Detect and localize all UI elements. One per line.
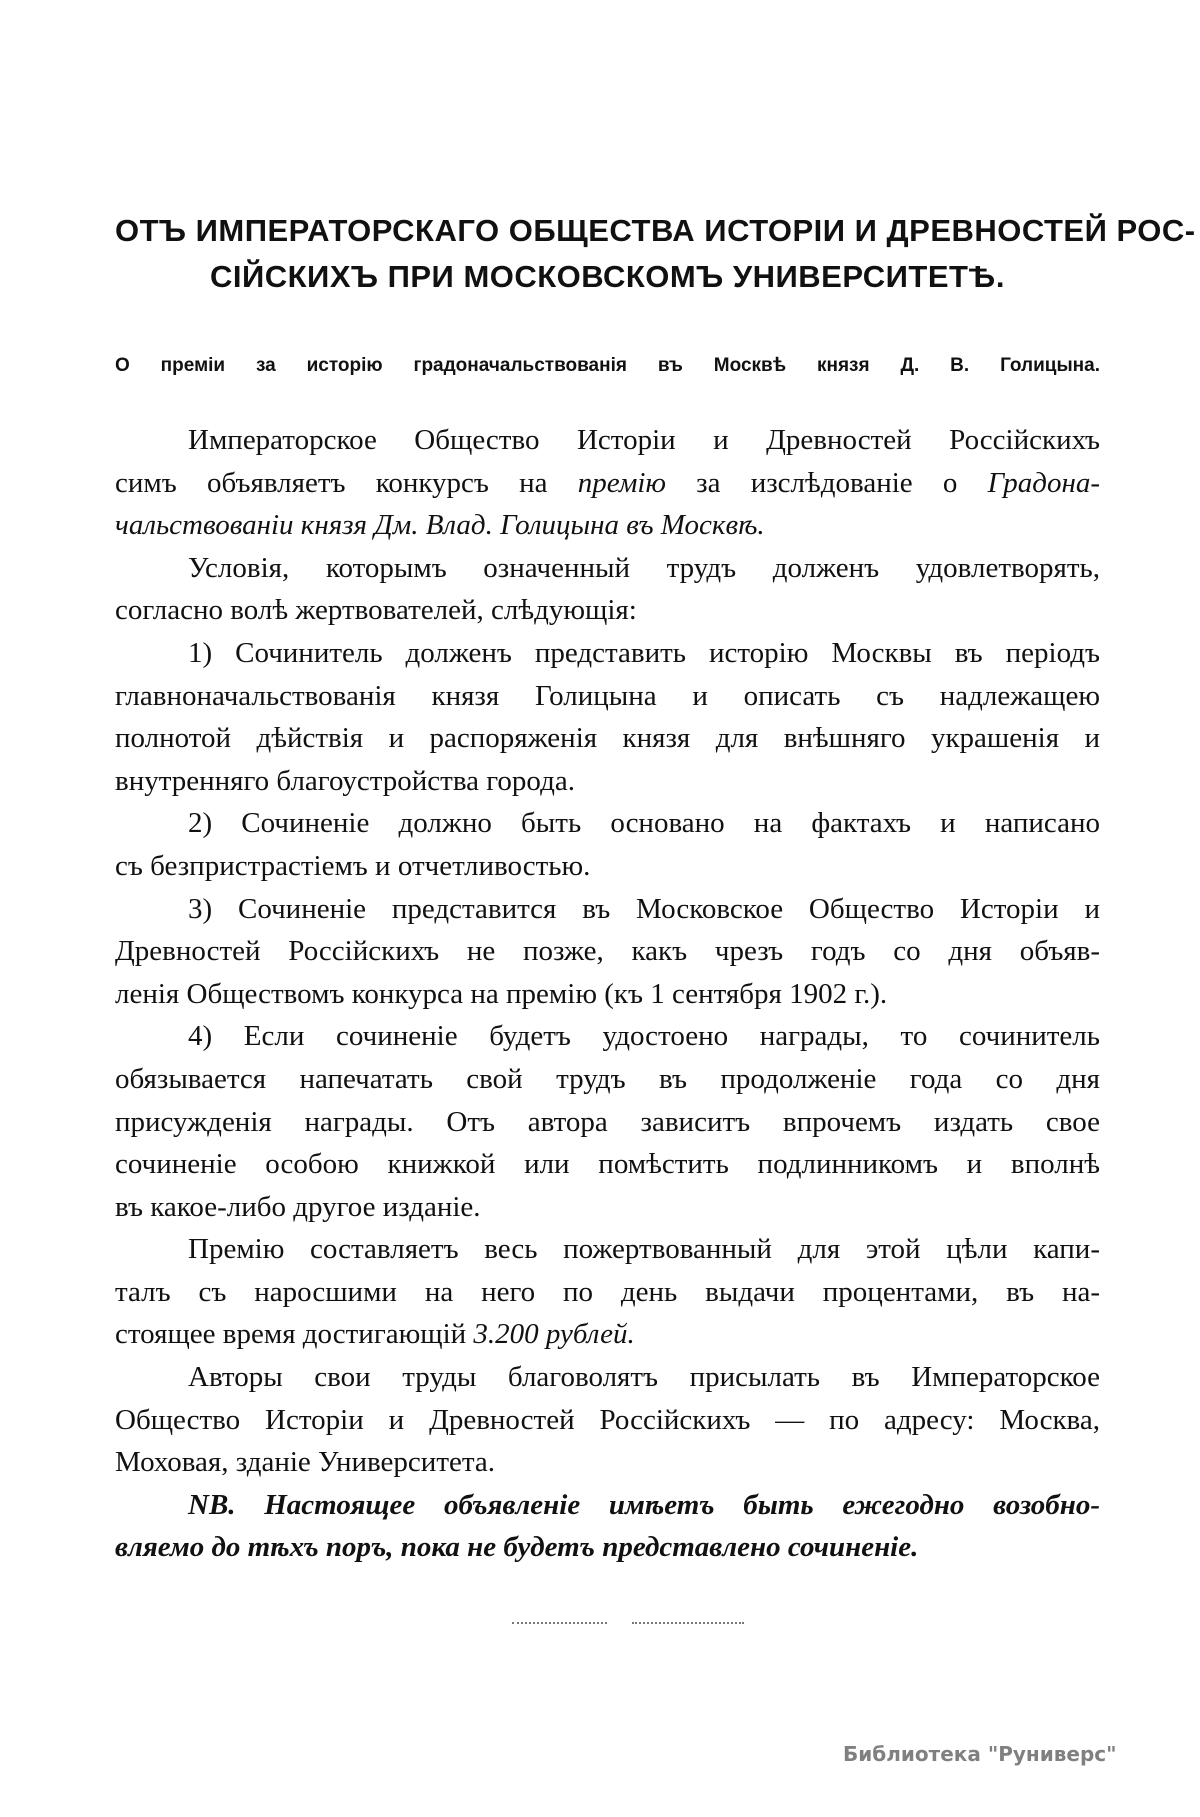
text-line: [115, 1399, 1100, 1442]
heading-line-1: ОТЪ ИМПЕРАТОРСКАГО ОБЩЕСТВА ИСТОРІИ И ДРЕВНОСТЕЙ РОС-: [115, 213, 1196, 248]
italic-text: Градона-: [987, 466, 1101, 499]
library-watermark: Библиотека "Руниверс": [843, 1742, 1117, 1766]
text-line: [115, 504, 1100, 547]
heading-line-2: СІЙСКИХЪ ПРИ МОСКОВСКОМЪ УНИВЕРСИТЕТѢ.: [209, 259, 1006, 294]
text-line: [115, 1228, 1100, 1271]
text-segment: Моховая, зданіе Университета.: [115, 1446, 496, 1479]
text-line: [115, 419, 1100, 462]
text-line: [115, 589, 1100, 632]
text-line: [115, 632, 1100, 675]
text-segment: 3) Сочиненіе представится въ Московское Общество Исторіи и: [188, 892, 1100, 925]
document-body: [115, 419, 1100, 1569]
text-line: [115, 760, 1100, 803]
paragraph: [115, 1356, 1100, 1484]
divider-dash: [512, 1622, 607, 1626]
text-segment: NB. Настоящее объявленіе имѣетъ быть ежегодно возобно-: [188, 1488, 1100, 1521]
paragraph: [115, 802, 1100, 887]
text-segment: 4) Если сочиненіе будетъ удостоено награды, то сочинитель: [188, 1020, 1100, 1053]
text-segment: присужденія награды. Отъ автора зависитъ впрочемъ издать свое: [115, 1105, 1100, 1138]
text-segment: ленія Обществомъ конкурса на премію (къ 1 сентября 1902 г.).: [115, 977, 888, 1010]
text-segment: сочиненіе особою книжкой или помѣстить подлинникомъ и вполнѣ: [115, 1148, 1100, 1181]
text-segment: Премію составляетъ весь пожертвованный для этой цѣли капи-: [188, 1233, 1100, 1266]
italic-text: премію: [577, 466, 666, 499]
text-segment: согласно волѣ жертвователей, слѣдующія:: [115, 594, 637, 627]
paragraph: [115, 419, 1100, 547]
text-line: [115, 845, 1100, 888]
text-line: [115, 1441, 1100, 1484]
paragraph: [115, 632, 1100, 802]
nota-bene-paragraph: [115, 1484, 1100, 1569]
paragraph: [115, 888, 1100, 1016]
text-line: [115, 802, 1100, 845]
text-line: [115, 930, 1100, 973]
text-segment: Условія, которымъ означенный трудъ долженъ удовлетворять,: [188, 551, 1100, 584]
end-ornament-divider: [512, 1622, 744, 1625]
text-line: [115, 1271, 1100, 1314]
text-line: [115, 717, 1100, 760]
text-line: [115, 1058, 1100, 1101]
italic-text: чальствованіи князя Дм. Влад. Голицына въ Москвѣ.: [115, 509, 765, 542]
text-line: [115, 1186, 1100, 1229]
text-segment: главноначальствованія князя Голицына и описать съ надлежащею: [115, 679, 1100, 712]
text-line: [115, 888, 1100, 931]
text-line: [115, 1526, 1100, 1569]
text-segment: обязывается напечатать свой трудъ въ продолженіе года со дня: [115, 1062, 1100, 1095]
text-line: [115, 1313, 1100, 1356]
text-segment: 2) Сочиненіе должно быть основано на фактахъ и написано: [188, 807, 1100, 840]
italic-text: 3.200 рублей.: [473, 1318, 635, 1351]
text-line: [115, 1356, 1100, 1399]
text-segment: полнотой дѣйствія и распоряженія князя для внѣшняго украшенія и: [115, 722, 1100, 755]
text-line: [115, 675, 1100, 718]
text-line: [115, 547, 1100, 590]
text-line: [115, 973, 1100, 1016]
text-segment: внутренняго благоустройства города.: [115, 764, 575, 797]
text-segment: Авторы свои труды благоволятъ присылать въ Императорское: [188, 1361, 1100, 1394]
paragraph: [115, 1015, 1100, 1228]
text-line: [115, 1101, 1100, 1144]
divider-dash: [632, 1622, 744, 1626]
document-subtitle: О преміи за исторію градоначальствованія въ Москвѣ князя Д. В. Голицына.: [115, 355, 1100, 376]
text-line: [115, 1484, 1100, 1527]
text-segment: Общество Исторіи и Древностей Россійскихъ — по адресу: Москва,: [115, 1403, 1100, 1436]
text-segment: вляемо до тѣхъ поръ, пока не будетъ представлено сочиненіе.: [115, 1531, 919, 1564]
text-segment: симъ объявляетъ конкурсъ на: [115, 466, 578, 499]
text-segment: стоящее время достигающій: [115, 1318, 474, 1351]
text-segment: за изслѣдованіе о: [665, 466, 988, 499]
text-segment: въ какое-либо другое изданіе.: [115, 1190, 481, 1223]
text-segment: талъ съ наросшими на него по день выдачи процентами, въ на-: [115, 1275, 1100, 1308]
document-heading: [115, 208, 1196, 300]
text-line: [115, 1143, 1100, 1186]
text-segment: Древностей Россійскихъ не позже, какъ чрезъ годъ со дня объяв-: [115, 935, 1100, 968]
text-segment: 1) Сочинитель долженъ представить исторію Москвы въ періодъ: [188, 636, 1100, 669]
text-segment: Императорское Общество Исторіи и Древностей Россійскихъ: [188, 424, 1100, 456]
text-segment: съ безпристрастіемъ и отчетливостью.: [115, 849, 591, 882]
paragraph: [115, 547, 1100, 632]
text-line: [115, 462, 1100, 505]
text-line: [115, 1015, 1100, 1058]
paragraph: [115, 1228, 1100, 1356]
